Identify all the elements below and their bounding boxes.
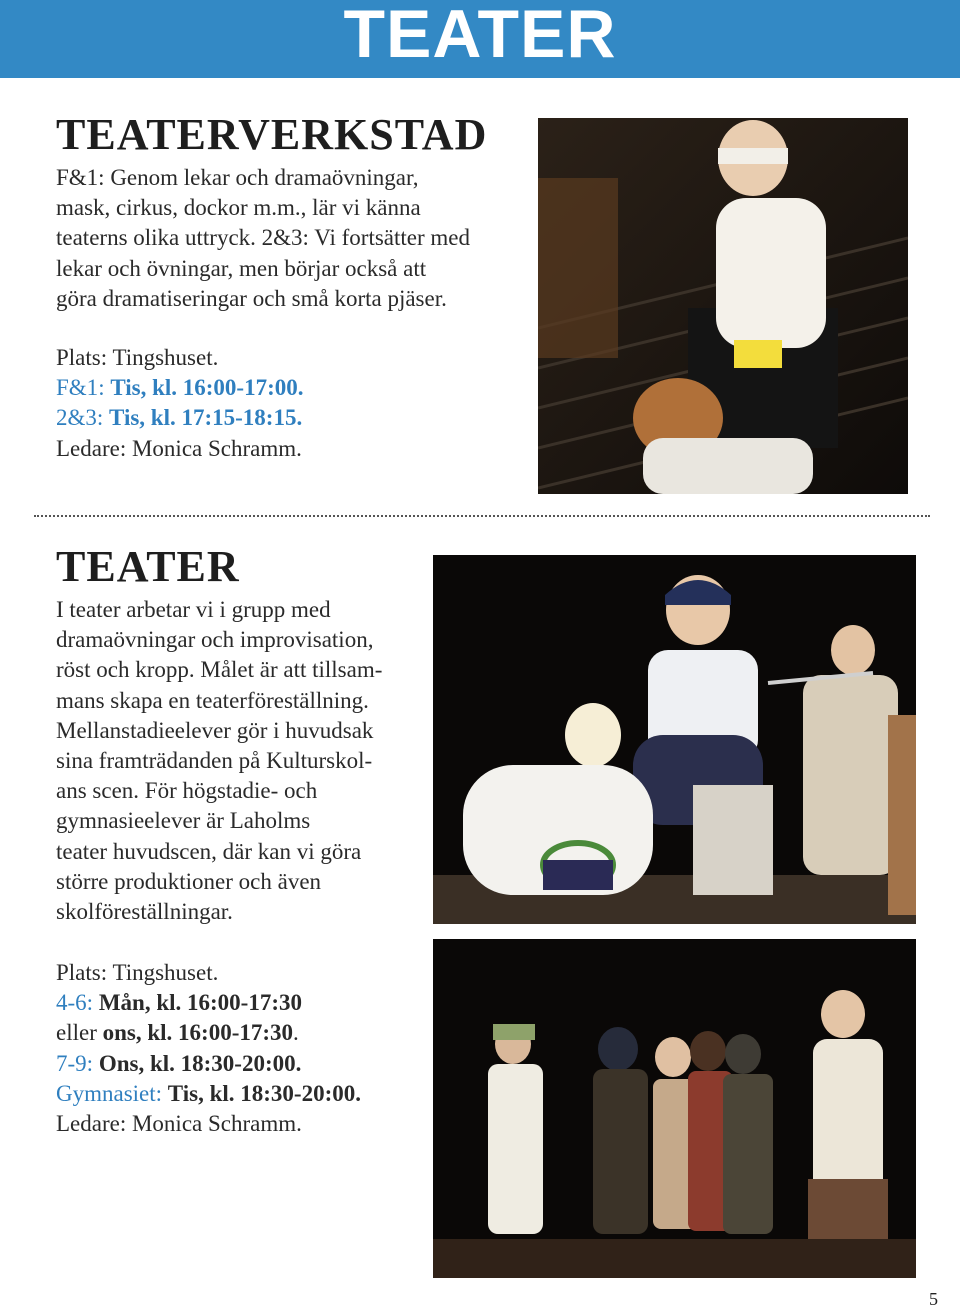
schedule-separator: : [155, 1080, 168, 1106]
schedule-group: F&1 [56, 375, 99, 401]
schedule-group: Gymnasiet [56, 1080, 156, 1106]
body-line: mask, cirkus, dockor m.m., lär vi känna [56, 195, 421, 221]
photo-play-scene-with-flute [433, 555, 916, 924]
place-line: Plats: Tingshuset. [56, 345, 219, 370]
schedule-time: Tis, kl. 16:00-17:00. [110, 375, 304, 401]
leader-line: Ledare: Monica Schramm. [56, 1111, 302, 1137]
body-line: skolföreställningar. [56, 899, 233, 925]
body-line: Mellanstadieelever gör i huvudsak [56, 717, 374, 743]
section2-body [56, 595, 382, 927]
body-line: ans scen. För högstadie- och [56, 778, 318, 804]
section1-info [56, 343, 304, 464]
schedule-prefix: eller [56, 1020, 103, 1046]
schedule-line [56, 1049, 361, 1079]
schedule-suffix: . [293, 1020, 299, 1046]
schedule-time: Tis, kl. 17:15-18:15. [109, 405, 303, 431]
body-line: lekar och övningar, men börjar också att [56, 255, 427, 281]
photo-children-on-stage [538, 118, 908, 494]
body-line: röst och kropp. Målet är att tillsam- [56, 657, 383, 683]
body-line: göra dramatiseringar och små korta pjäser. [56, 285, 447, 311]
schedule-group: 4-6 [56, 990, 87, 1016]
section-heading-teaterverkstad: TEATERVERKSTAD [56, 110, 488, 159]
photo-cast-lineup [433, 939, 916, 1278]
section2-info [56, 958, 361, 1139]
schedule-separator: : [98, 375, 111, 401]
place-line: Plats: Tingshuset. [56, 960, 219, 985]
header-banner [0, 0, 960, 78]
leader-line: Ledare: Monica Schramm. [56, 435, 302, 461]
schedule-separator: : [86, 990, 99, 1016]
schedule-line [56, 988, 361, 1018]
schedule-time: ons, kl. 16:00-17:30 [102, 1020, 294, 1046]
body-line: mans skapa en teaterföreställning. [56, 687, 369, 713]
banner-title: TEATER [343, 0, 617, 72]
schedule-separator: : [86, 1050, 99, 1076]
schedule-group: 7-9 [56, 1050, 87, 1076]
schedule-line [56, 373, 304, 403]
section-divider [34, 515, 930, 517]
body-line: teaterns olika uttryck. 2&3: Vi fortsätter med [56, 225, 470, 251]
schedule-time: Tis, kl. 18:30-20:00. [167, 1080, 361, 1106]
schedule-line [56, 1079, 361, 1109]
body-line: F&1: Genom lekar och dramaövningar, [56, 165, 419, 190]
body-line: sina framträdanden på Kulturskol- [56, 748, 373, 774]
schedule-time: Ons, kl. 18:30-20:00. [98, 1050, 302, 1076]
body-line: större produktioner och även [56, 868, 322, 894]
section1-body [56, 163, 470, 314]
body-line: I teater arbetar vi i grupp med [56, 597, 331, 622]
section-heading-teater: TEATER [56, 542, 240, 591]
body-line: teater huvudscen, där kan vi göra [56, 838, 362, 864]
schedule-separator: : [96, 405, 110, 431]
body-line: gymnasieelever är Laholms [56, 808, 311, 834]
schedule-line [56, 403, 304, 433]
schedule-time: Mån, kl. 16:00-17:30 [98, 990, 302, 1016]
schedule-line [56, 1018, 361, 1048]
page-number: 5 [929, 1289, 938, 1309]
body-line: dramaövningar och improvisation, [56, 627, 374, 653]
schedule-group: 2&3 [56, 405, 97, 431]
